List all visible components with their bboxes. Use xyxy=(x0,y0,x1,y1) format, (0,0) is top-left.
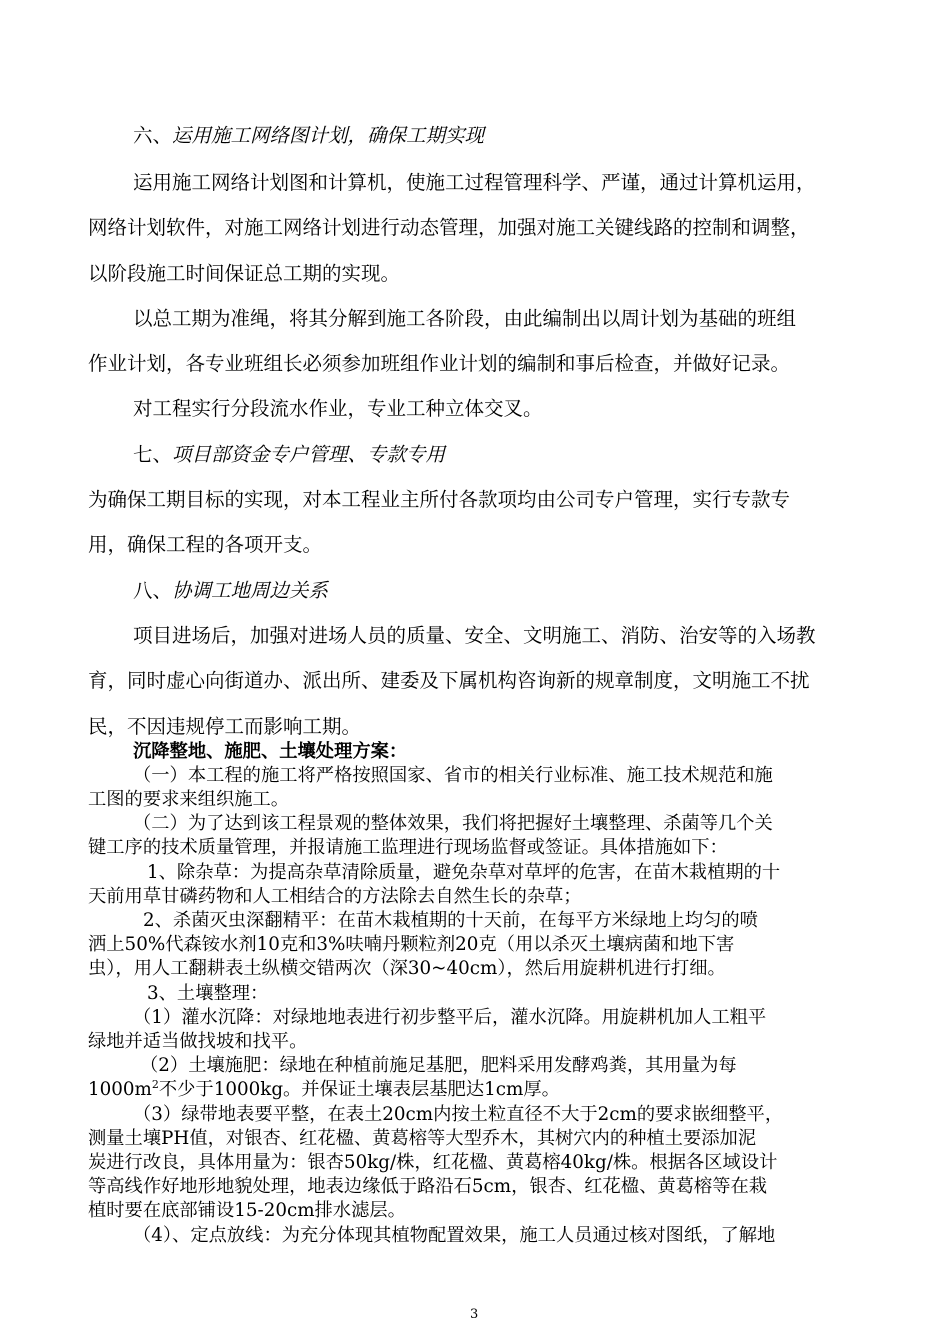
section-eight-number: 八、 xyxy=(133,579,173,602)
paragraph-line: （2）土壤施肥：绿地在种植前施足基肥，肥料采用发酵鸡粪，其用量为每 xyxy=(140,1055,737,1076)
paragraph-line-rest: 不少于1000kg。并保证土壤表层基肥达1cm厚。 xyxy=(158,1079,560,1100)
paragraph-line: 植时要在底部铺设15-20cm排水滤层。 xyxy=(88,1200,406,1221)
paragraph-line: 测量土壤PH值，对银杏、红花楹、黄葛榕等大型乔木，其树穴内的种植土要添加泥 xyxy=(88,1128,757,1149)
section-seven-number: 七、 xyxy=(133,443,173,466)
section-six-number: 六、 xyxy=(133,124,173,147)
paragraph-line: 1、除杂草：为提高杂草清除质量，避免杂草对草坪的危害，在苗木栽植期的十 xyxy=(147,862,781,883)
paragraph-line: 育，同时虚心向街道办、派出所、建委及下属机构咨询新的规章制度，文明施工不扰 xyxy=(88,669,810,692)
paragraph-line: （一）本工程的施工将严格按照国家、省市的相关行业标准、施工技术规范和施 xyxy=(133,765,773,786)
superscript-two: 2 xyxy=(151,1077,159,1091)
paragraph-line: 工图的要求来组织施工。 xyxy=(88,789,290,810)
paragraph-line: 项目进场后，加强对进场人员的质量、安全、文明施工、消防、治安等的入场教 xyxy=(133,624,816,647)
paragraph-line: 作业计划，各专业班组长必须参加班组作业计划的编制和事后检查，并做好记录。 xyxy=(88,352,791,375)
paragraph-line: 为确保工期目标的实现，对本工程业主所付各款项均由公司专户管理，实行专款专 xyxy=(88,488,791,511)
plan-title: 沉降整地、施肥、土壤处理方案： xyxy=(133,741,408,762)
area-unit-text: 1000m xyxy=(88,1079,152,1100)
page-number: 3 xyxy=(470,1307,479,1322)
paragraph-line: 2、杀菌灭虫深翻精平：在苗木栽植期的十天前，在每平方米绿地上均匀的喷 xyxy=(143,910,758,931)
paragraph-line: 以阶段施工时间保证总工期的实现。 xyxy=(88,262,401,285)
section-eight-title: 协调工地周边关系 xyxy=(172,579,329,602)
paragraph-line: 等高线作好地形地貌处理，地表边缘低于路沿石5cm，银杏、红花楹、黄葛榕等在栽 xyxy=(88,1176,768,1197)
section-seven-heading xyxy=(133,439,445,467)
paragraph-line: 炭进行改良，具体用量为：银杏50kg/株，红花楹、黄葛榕40kg/株。根据各区域设计 xyxy=(88,1152,778,1173)
paragraph-line: （1）灌水沉降：对绿地地表进行初步整平后，灌水沉降。用旋耕机加人工粗平 xyxy=(133,1007,767,1028)
paragraph-line: 键工序的技术质量管理，并报请施工监理进行现场监督或签证。具体措施如下： xyxy=(88,837,728,858)
paragraph-line: （4）、定点放线：为充分体现其植物配置效果，施工人员通过核对图纸，了解地 xyxy=(133,1225,776,1246)
paragraph-line: 天前用草甘磷药物和人工相结合的方法除去自然生长的杂草； xyxy=(88,886,582,907)
paragraph-line: 虫），用人工翻耕表土纵横交错两次（深30~40cm），然后用旋耕机进行打细。 xyxy=(88,958,726,979)
paragraph-line: 绿地并适当做找坡和找平。 xyxy=(88,1031,308,1052)
paragraph-line: 以总工期为准绳，将其分解到施工各阶段，由此编制出以周计划为基础的班组 xyxy=(133,307,797,330)
paragraph-line: （3）绿带地表要平整，在表土20cm内按土粒直径不大于2cm的要求嵌细整平， xyxy=(133,1104,784,1125)
section-six-heading xyxy=(133,120,484,148)
section-seven-title: 项目部资金专户管理、专款专用 xyxy=(172,443,446,466)
paragraph-line: 洒上50%代森铵水剂10克和3%呋喃丹颗粒剂20克（用以杀灭土壤病菌和地下害 xyxy=(88,934,735,955)
paragraph-line: 3、土壤整理： xyxy=(147,983,269,1004)
paragraph-line xyxy=(88,1075,560,1101)
paragraph-line: 用，确保工程的各项开支。 xyxy=(88,533,323,556)
paragraph-line: 民，不因违规停工而影响工期。 xyxy=(88,715,362,738)
paragraph-line: 运用施工网络计划图和计算机，使施工过程管理科学、严谨，通过计算机运用， xyxy=(133,171,816,194)
paragraph-line: （二）为了达到该工程景观的整体效果，我们将把握好土壤整理、杀菌等几个关 xyxy=(133,813,773,834)
section-six-title: 运用施工网络图计划，确保工期实现 xyxy=(172,124,485,147)
paragraph-line: 网络计划软件，对施工网络计划进行动态管理，加强对施工关键线路的控制和调整， xyxy=(88,216,810,239)
section-eight-heading xyxy=(133,575,328,603)
paragraph-line: 对工程实行分段流水作业，专业工种立体交叉。 xyxy=(133,397,543,420)
